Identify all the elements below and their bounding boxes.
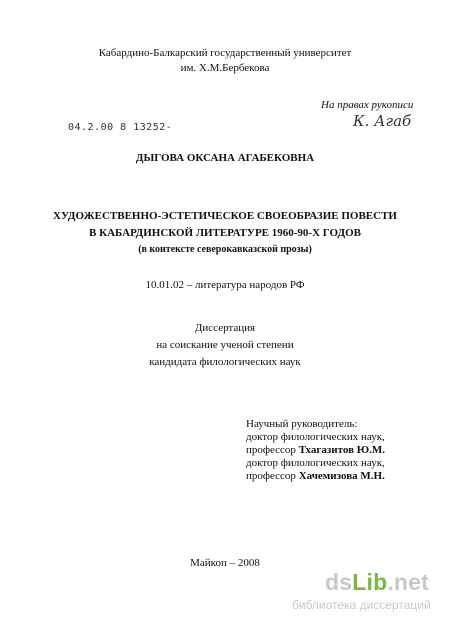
supervisor-2-degree: доктор филологических наук, [246,457,385,469]
logo-net: .net [387,569,430,595]
university-honorific: им. Х.М.Бербекова [180,62,270,74]
specialty-code: 10.01.02 – литература народов РФ [145,279,305,291]
university-name: Кабардино-Балкарский государственный университет [98,47,352,59]
supervisor-1-name: Тхагазитов Ю.М. [298,444,386,456]
thesis-title-line-2: В КАБАРДИНСКОЙ ЛИТЕРАТУРЕ 1960-90-Х ГОДОВ [89,227,361,239]
handwritten-signature: К. Агаб [353,112,412,130]
logo-ds: ds [325,569,353,595]
dslib-logo [325,569,429,596]
thesis-subtitle: (в контексте северокавказской прозы) [138,244,312,255]
logo-lib: Lib [352,569,388,595]
author-name: ДЫГОВА ОКСАНА АГАБЕКОВНА [135,152,315,164]
degree-sought-line-2: кандидата филологических наук [149,356,301,368]
manuscript-rights-note: На правах рукописи [321,99,414,111]
work-type: Диссертация [194,322,256,334]
watermark-subtitle: библиотека диссертаций [292,598,431,612]
city-and-year: Майкоп – 2008 [190,557,260,569]
supervisor-2-name-line [246,470,385,483]
supervisor-2-title: профессор [246,470,299,482]
degree-sought-line-1: на соискание ученой степени [156,339,294,351]
supervisor-1-name-line [246,444,385,457]
thesis-title-line-1: ХУДОЖЕСТВЕННО-ЭСТЕТИЧЕСКОЕ СВОЕОБРАЗИЕ ПОВЕСТИ [53,210,397,222]
dslib-watermark [325,569,429,596]
archive-stamp-number: 04.2.00 8 13252- [68,122,173,133]
supervisors-block [246,418,385,483]
supervisor-heading: Научный руководитель: [246,418,358,430]
supervisor-1-title: профессор [246,444,299,456]
supervisor-1-degree: доктор филологических наук, [246,431,385,443]
supervisor-2-name: Хачемизова М.Н. [298,470,385,482]
